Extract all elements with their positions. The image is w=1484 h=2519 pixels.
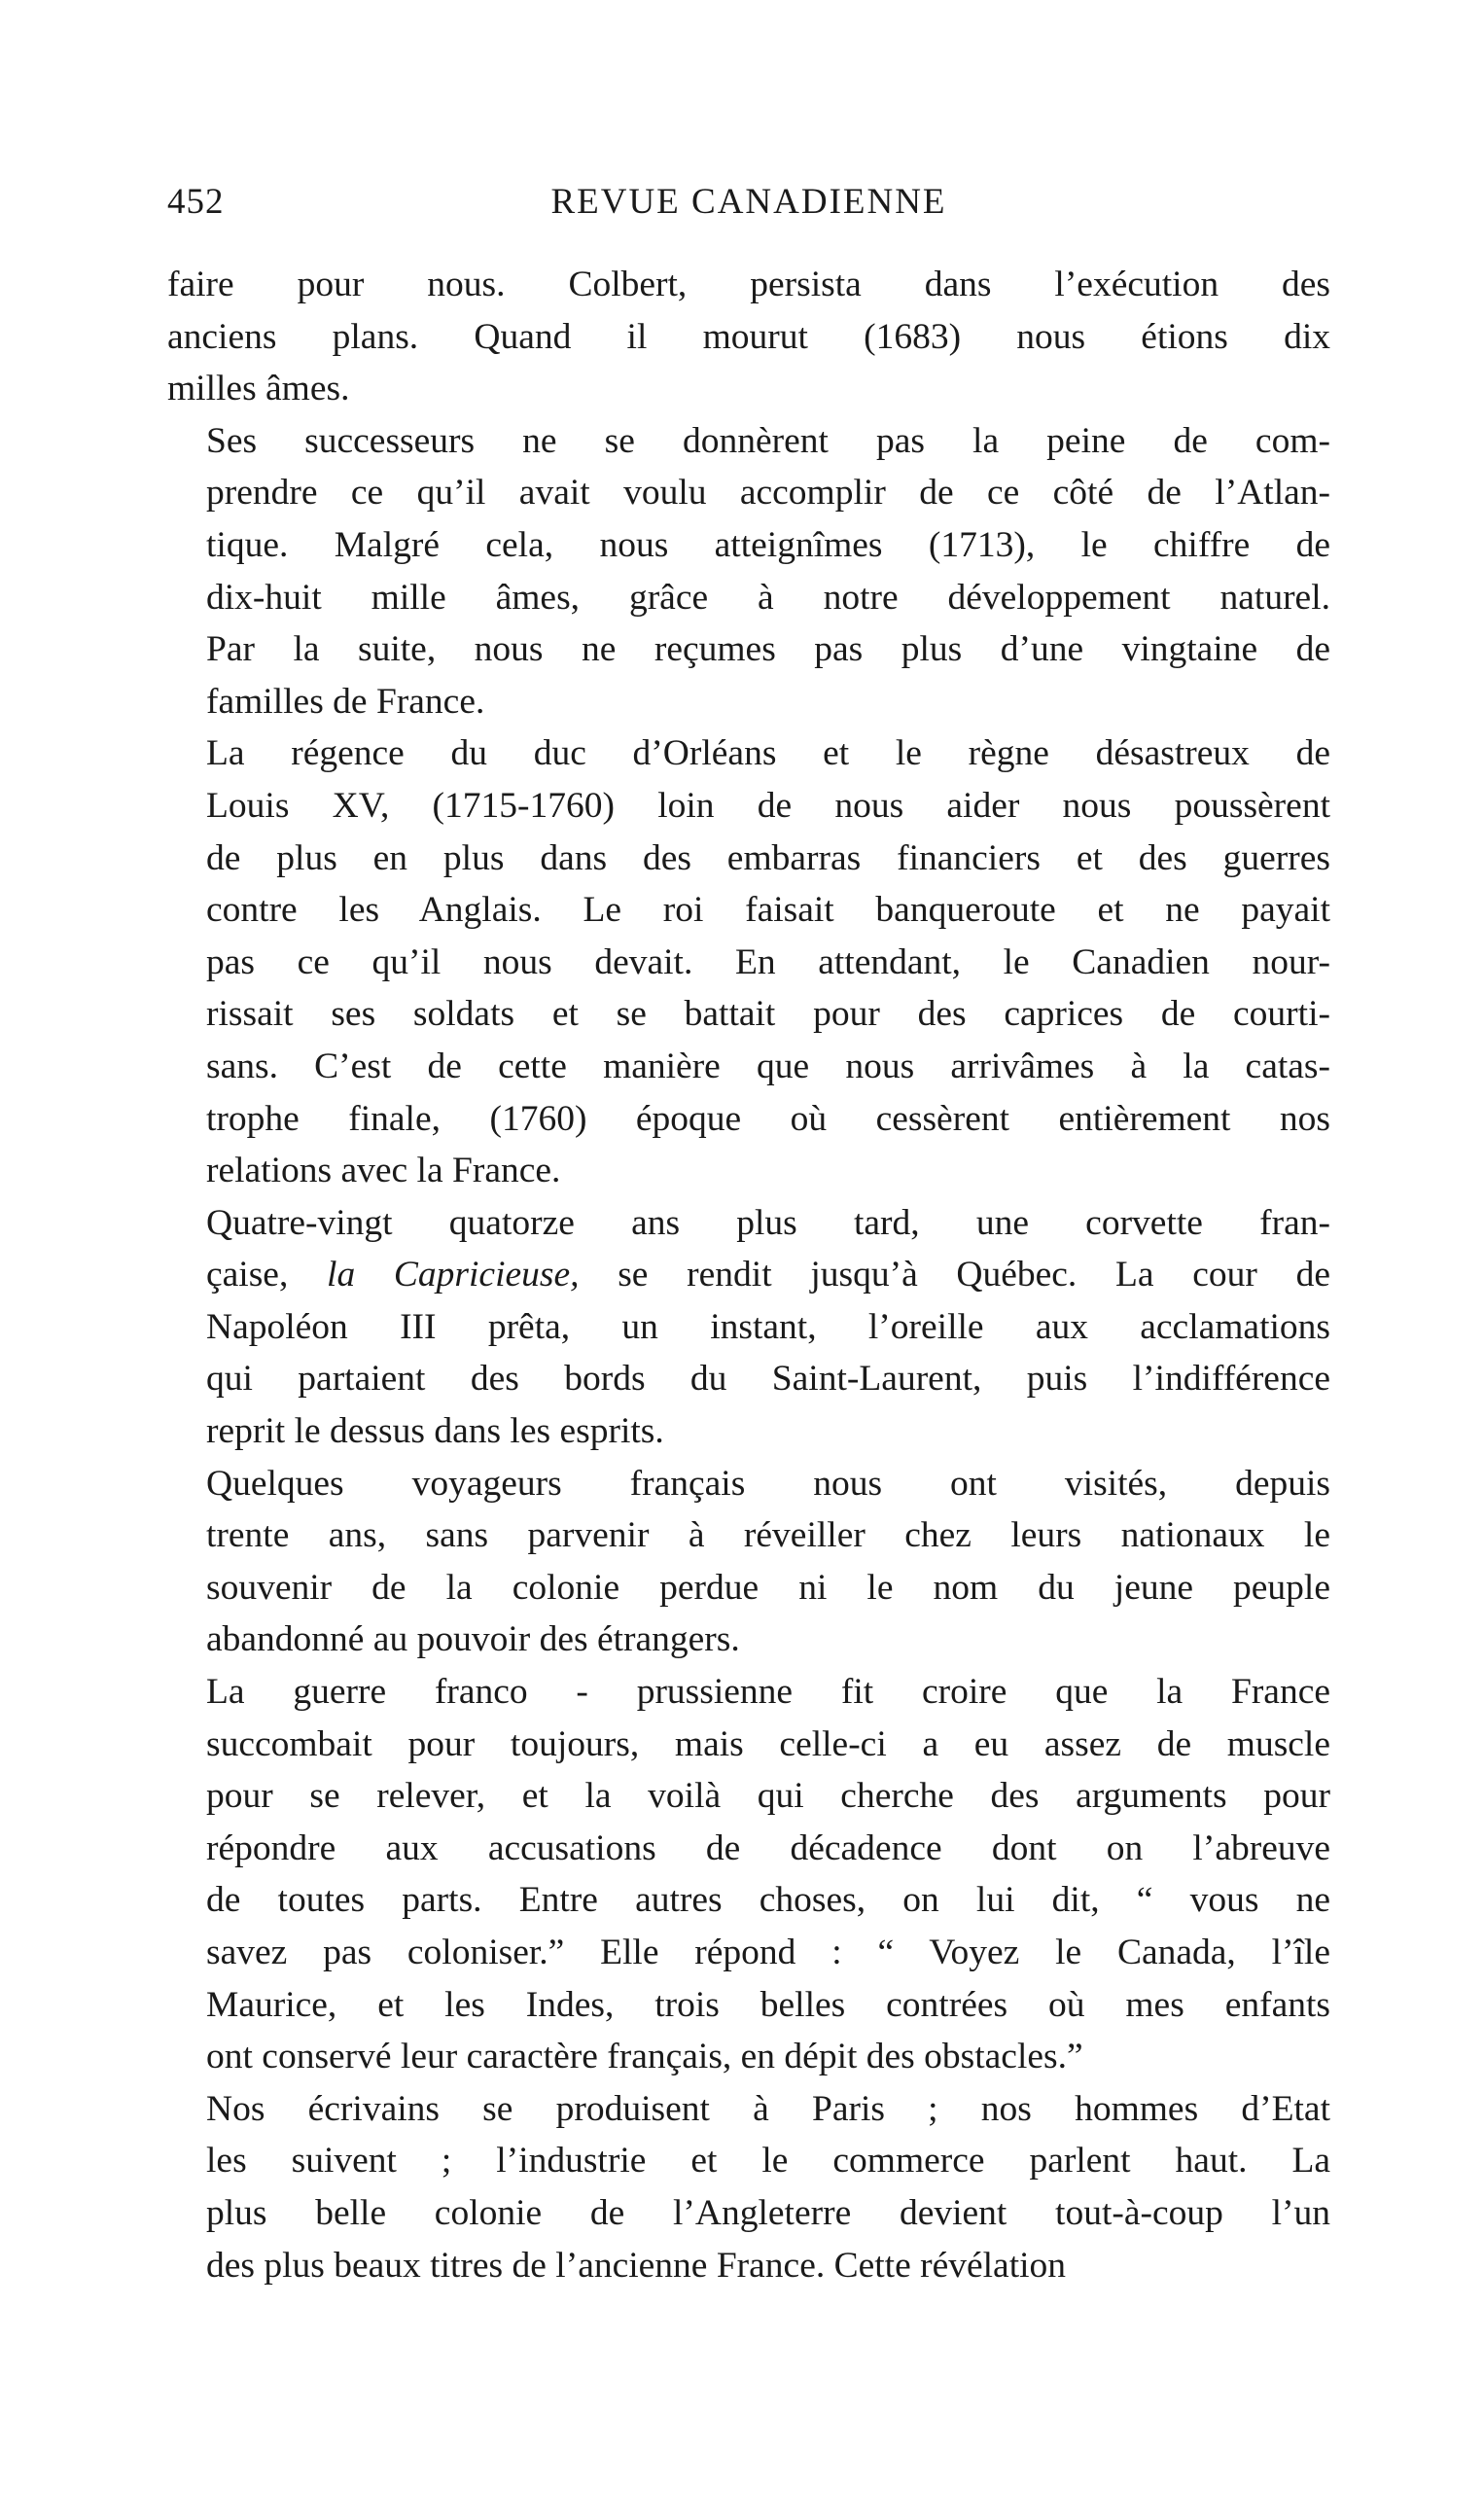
text-line: de toutes parts. Entre autres choses, on lui dit, “ vous ne <box>206 1880 1330 1921</box>
text-line: souvenir de la colonie perdue ni le nom du jeune peuple <box>206 1567 1330 1608</box>
running-head <box>167 181 1330 230</box>
text-line: plus belle colonie de l’Angleterre devient tout-à-coup l’un <box>206 2192 1330 2233</box>
text-line: La guerre franco - prussienne fit croire que la France <box>206 1672 1330 1713</box>
text-line: abandonné au pouvoir des étrangers. <box>206 1619 740 1660</box>
text-line: relations avec la France. <box>206 1151 561 1191</box>
text-line: Louis XV, (1715-1760) loin de nous aider nous poussèrent <box>206 785 1330 826</box>
text-line: familles de France. <box>206 681 485 722</box>
text-line: Par la suite, nous ne reçumes pas plus d’une vingtaine de <box>206 629 1330 670</box>
text-line: trophe finale, (1760) époque où cessèrent entièrement nos <box>206 1098 1330 1139</box>
text-line: çaise, la Capricieuse, se rendit jusqu’à Québec. La cour de <box>206 1255 1330 1295</box>
paragraph <box>167 415 1330 728</box>
text-line: milles âmes. <box>167 369 350 409</box>
italic-title: la Capricieuse, <box>327 1255 580 1295</box>
text-line: anciens plans. Quand il mourut (1683) nous étions dix <box>167 316 1330 357</box>
paragraph <box>167 1458 1330 1666</box>
text-line: faire pour nous. Colbert, persista dans l’exécution des <box>167 265 1330 304</box>
page-number: 452 <box>167 182 225 222</box>
journal-title: REVUE CANADIENNE <box>550 182 947 222</box>
text-line: pour se relever, et la voilà qui cherche des arguments pour <box>206 1776 1330 1817</box>
text-line: tique. Malgré cela, nous atteignîmes (1713), le chiffre de <box>206 524 1330 565</box>
paragraph <box>167 2083 1330 2291</box>
text-line: trente ans, sans parvenir à réveiller chez leurs nationaux le <box>206 1515 1330 1556</box>
text-line: les suivent ; l’industrie et le commerce parlent haut. La <box>206 2141 1330 2182</box>
text-line: Napoléon III prêta, un instant, l’oreille aux acclamations <box>206 1306 1330 1347</box>
text-line: des plus beaux titres de l’ancienne France. Cette révélation <box>206 2245 1067 2286</box>
text-line: dix-huit mille âmes, grâce à notre développement naturel. <box>206 577 1330 618</box>
text-line: Maurice, et les Indes, trois belles contrées où mes enfants <box>206 1984 1330 2025</box>
text-line: qui partaient des bords du Saint-Laurent, puis l’indifférence <box>206 1359 1330 1400</box>
text-line: reprit le dessus dans les esprits. <box>206 1411 664 1452</box>
paragraph <box>167 727 1330 1196</box>
body-text <box>167 259 1330 2291</box>
text-line: La régence du duc d’Orléans et le règne désastreux de <box>206 733 1330 774</box>
text-line: de plus en plus dans des embarras financiers et des guerres <box>206 837 1330 878</box>
text-line: succombait pour toujours, mais celle-ci a eu assez de muscle <box>206 1723 1330 1764</box>
paragraph <box>167 1197 1330 1458</box>
text-line: Nos écrivains se produisent à Paris ; nos hommes d’Etat <box>206 2088 1330 2129</box>
text-line: répondre aux accusations de décadence dont on l’abreuve <box>206 1827 1330 1868</box>
text-line: ont conservé leur caractère français, en dépit des obstacles.” <box>206 2037 1083 2077</box>
text-line: contre les Anglais. Le roi faisait banqueroute et ne payait <box>206 890 1330 931</box>
text-line: Ses successeurs ne se donnèrent pas la peine de com- <box>206 420 1330 461</box>
paragraph <box>167 259 1330 415</box>
text-line: sans. C’est de cette manière que nous arrivâmes à la catas- <box>206 1046 1330 1086</box>
text-line: prendre ce qu’il avait voulu accomplir de ce côté de l’Atlan- <box>206 473 1330 514</box>
paragraph <box>167 1666 1330 2083</box>
text-line: Quelques voyageurs français nous ont visités, depuis <box>206 1463 1330 1504</box>
text-line: savez pas coloniser.” Elle répond : “ Voyez le Canada, l’île <box>206 1933 1330 1972</box>
text-line: pas ce qu’il nous devait. En attendant, le Canadien nour- <box>206 941 1330 982</box>
text-line: Quatre-vingt quatorze ans plus tard, une corvette fran- <box>206 1202 1330 1243</box>
text-line: rissait ses soldats et se battait pour des caprices de courti- <box>206 994 1330 1035</box>
